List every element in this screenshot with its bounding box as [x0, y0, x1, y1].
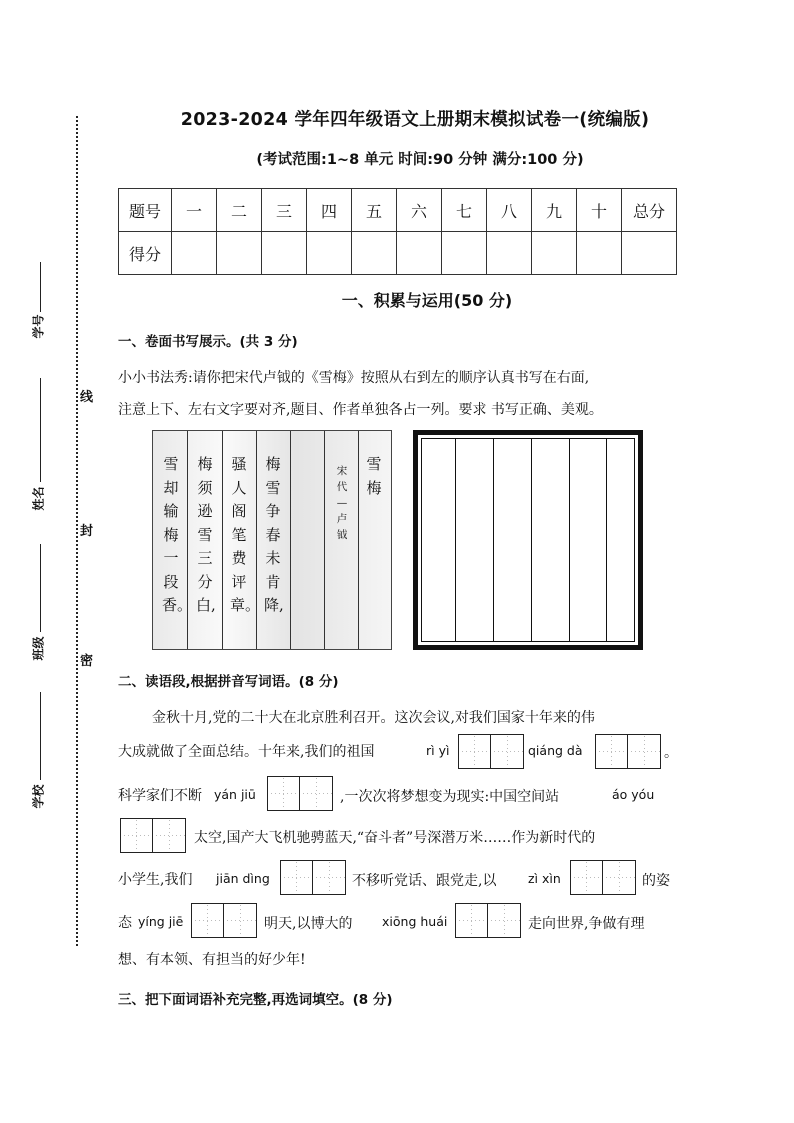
- score-cell: 三: [262, 189, 307, 232]
- score-input-cell[interactable]: [352, 232, 397, 275]
- score-cell: 总分: [622, 189, 677, 232]
- student-id-label: 学号: [31, 314, 46, 339]
- answer-boxes-5[interactable]: [280, 860, 346, 895]
- passage-line: ,一次次将梦想变为现实:中国空间站: [340, 789, 560, 805]
- score-input-cell[interactable]: [622, 232, 677, 275]
- score-cell: 九: [532, 189, 577, 232]
- class-field[interactable]: [40, 544, 41, 632]
- class-label: 班级: [31, 636, 46, 661]
- passage-line: 大成就做了全面总结。十年来,我们的祖国: [118, 744, 375, 760]
- score-cell: 二: [217, 189, 262, 232]
- passage-line: 不移听党话、跟党走,以: [352, 873, 497, 889]
- answer-boxes-7[interactable]: [191, 903, 257, 938]
- score-input-cell[interactable]: [217, 232, 262, 275]
- answer-boxes-2[interactable]: [595, 734, 661, 769]
- score-input-cell[interactable]: [262, 232, 307, 275]
- score-cell: 八: [487, 189, 532, 232]
- pinyin-label: yán jiū: [214, 787, 256, 802]
- passage-line: 小学生,我们: [118, 872, 193, 888]
- score-input-cell[interactable]: [172, 232, 217, 275]
- question-2-title: 二、读语段,根据拼音写词语。(8 分): [118, 674, 339, 690]
- answer-boxes-4[interactable]: [120, 818, 186, 853]
- poem-title: 雪梅: [366, 455, 382, 497]
- pinyin-label: jiān dìng: [216, 871, 270, 886]
- score-input-cell[interactable]: [397, 232, 442, 275]
- passage-line: 的姿: [642, 873, 670, 889]
- answer-boxes-6[interactable]: [570, 860, 636, 895]
- cut-mark-secret: 密: [80, 654, 94, 669]
- score-input-cell[interactable]: [307, 232, 352, 275]
- score-input-cell[interactable]: [442, 232, 487, 275]
- exam-info: (考试范围:1~8 单元 时间:90 分钟 满分:100 分): [256, 152, 584, 168]
- question-3-title: 三、把下面词语补充完整,再选词填空。(8 分): [118, 992, 393, 1008]
- section-heading: 一、积累与运用(50 分): [341, 291, 513, 310]
- poem-author: 宋代—卢钺: [336, 465, 348, 541]
- passage-line: 明天,以博大的: [264, 916, 353, 932]
- score-cell: 七: [442, 189, 487, 232]
- cut-mark-line: 线: [80, 390, 94, 405]
- score-table: [118, 188, 677, 275]
- pinyin-label: qiáng dà: [528, 743, 583, 758]
- score-row-label: 得分: [119, 232, 172, 275]
- pinyin-label: áo yóu: [612, 787, 655, 802]
- answer-boxes-1[interactable]: [458, 734, 524, 769]
- score-cell: 四: [307, 189, 352, 232]
- score-cell: 题号: [119, 189, 172, 232]
- score-value-row: [119, 232, 677, 275]
- score-cell: 五: [352, 189, 397, 232]
- binding-dotted-line: [76, 116, 78, 946]
- score-header-row: [119, 189, 677, 232]
- name-field[interactable]: [40, 378, 41, 482]
- cut-mark-seal: 封: [80, 524, 94, 539]
- answer-boxes-8[interactable]: [455, 903, 521, 938]
- passage-line: 太空,国产大飞机驰骋蓝天,“奋斗者”号深潜万米……作为新时代的: [194, 830, 596, 846]
- school-label: 学校: [31, 784, 46, 809]
- pinyin-label: yíng jiē: [138, 914, 184, 929]
- passage-line: 金秋十月,党的二十大在北京胜利召开。这次会议,对我们国家十年来的伟: [152, 710, 595, 726]
- page-title: 2023-2024 学年四年级语文上册期末模拟试卷一(统编版): [180, 110, 650, 130]
- poem-line-1: 梅雪争春未肯降,: [264, 455, 284, 614]
- answer-boxes-3[interactable]: [267, 776, 333, 811]
- question-1-title: 一、卷面书写展示。(共 3 分): [118, 334, 298, 350]
- question-1-instruction-2: 注意上下、左右文字要对齐,题目、作者单独各占一列。要求 书写正确、美观。: [118, 402, 603, 418]
- passage-line: 态: [118, 915, 132, 931]
- poem-line-3: 梅须逊雪三分白,: [196, 455, 216, 614]
- passage-line: 走向世界,争做有理: [528, 916, 645, 932]
- pinyin-label: zì xìn: [528, 871, 561, 886]
- poem-scroll-image: [152, 430, 392, 650]
- period: 。: [664, 745, 678, 761]
- school-field[interactable]: [40, 692, 41, 780]
- score-cell: 十: [577, 189, 622, 232]
- pinyin-label: rì yì: [426, 743, 450, 758]
- score-input-cell[interactable]: [577, 232, 622, 275]
- score-cell: 六: [397, 189, 442, 232]
- score-input-cell[interactable]: [532, 232, 577, 275]
- name-label: 姓名: [31, 486, 46, 511]
- passage-line: 想、有本领、有担当的好少年!: [118, 952, 306, 968]
- poem-line-4: 雪却输梅一段香。: [162, 455, 193, 614]
- passage-line: 科学家们不断: [118, 788, 202, 804]
- pinyin-label: xiōng huái: [382, 914, 448, 929]
- score-input-cell[interactable]: [487, 232, 532, 275]
- writing-grid[interactable]: [413, 430, 643, 650]
- score-cell: 一: [172, 189, 217, 232]
- poem-line-2: 骚人阁笔费评章。: [230, 455, 261, 614]
- question-1-instruction-1: 小小书法秀:请你把宋代卢钺的《雪梅》按照从右到左的顺序认真书写在右面,: [118, 370, 590, 386]
